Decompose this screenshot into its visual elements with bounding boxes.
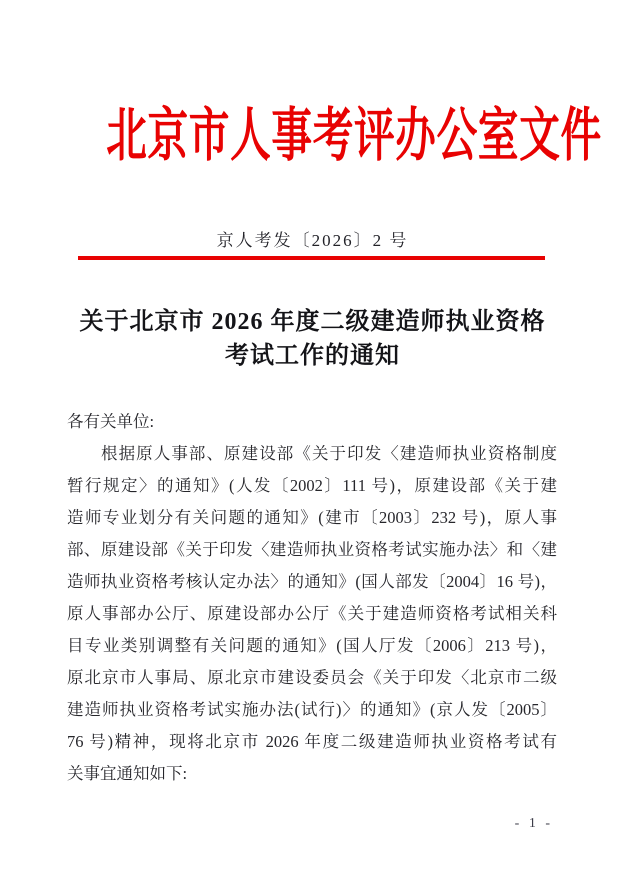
- document-title-line1: 关于北京市 2026 年度二级建造师执业资格: [79, 309, 546, 335]
- body-text-line: 暂行规定〉的通知》(人发〔2002〕111 号)，原建设部《关于建: [67, 476, 557, 495]
- document-title-line2: 考试工作的通知: [225, 343, 400, 369]
- body-text-line: 原北京市人事局、原北京市建设委员会《关于印发〈北京市二级: [67, 668, 557, 687]
- body-text-line: 76 号)精神，现将北京市 2026 年度二级建造师执业资格考试有: [67, 732, 557, 751]
- body-text-line: 原人事部办公厅、原建设部办公厅《关于建造师资格考试相关科: [67, 604, 557, 623]
- body-text-line: 部、原建设部《关于印发〈建造师执业资格考试实施办法〉和〈建: [67, 540, 557, 559]
- body-text-line: 目专业类别调整有关问题的通知》(国人厅发〔2006〕213 号)，: [67, 636, 557, 655]
- body-text-line: 建造师执业资格考试实施办法(试行)〉的通知》(京人发〔2005〕: [67, 700, 557, 719]
- document-body: [67, 406, 557, 790]
- page-number: - 1 -: [514, 816, 553, 831]
- body-text-line: 造师执业资格考核认定办法〉的通知》(国人部发〔2004〕16 号)，: [67, 572, 557, 591]
- salutation: 各有关单位:: [67, 412, 155, 431]
- body-text-line: 根据原人事部、原建设部《关于印发〈建造师执业资格制度: [101, 444, 557, 463]
- red-divider-line: [78, 256, 545, 260]
- body-text-line: 造师专业划分有关问题的通知》(建市〔2003〕232 号)，原人事: [67, 508, 557, 527]
- org-title-text: 北京市人事考评办公室文件: [106, 103, 602, 168]
- document-title: [0, 305, 625, 373]
- body-text-line: 关事宜通知如下:: [67, 764, 188, 783]
- document-header-masthead: [0, 100, 625, 172]
- document-number: 京人考发〔2026〕2 号: [216, 231, 409, 250]
